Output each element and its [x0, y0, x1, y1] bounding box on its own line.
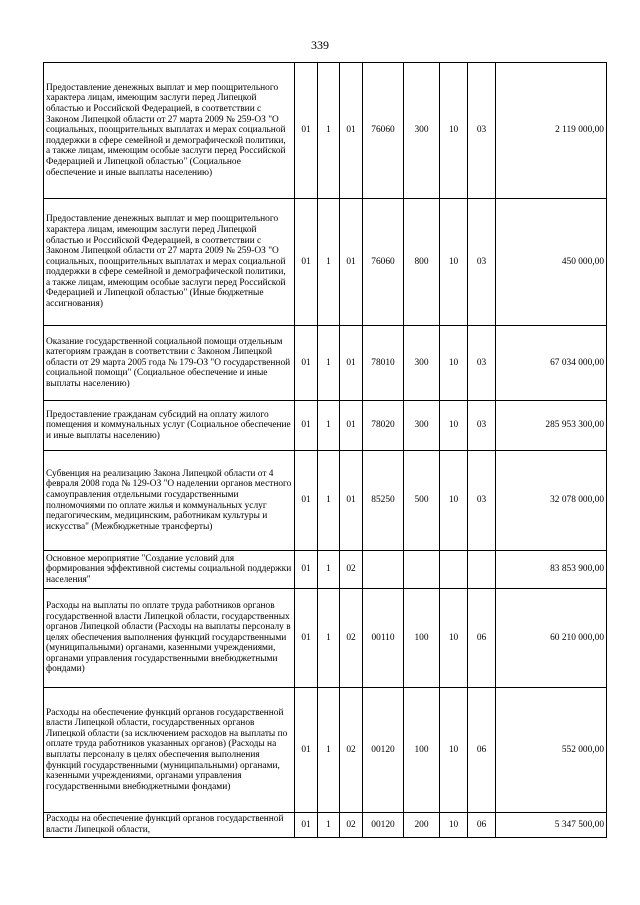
cell-main-event: 02: [340, 813, 363, 838]
cell-subsection: 03: [468, 63, 496, 199]
table-row: [44, 401, 607, 451]
cell-section: 10: [440, 589, 468, 688]
cell-section: 10: [440, 451, 468, 551]
cell-section: 10: [440, 63, 468, 199]
cell-program: 01: [295, 326, 318, 401]
table-row: [44, 688, 607, 813]
cell-direction-code: [363, 551, 404, 589]
cell-amount: 2 119 000,00: [496, 63, 607, 199]
cell-subprogram: 1: [318, 688, 340, 813]
cell-subprogram: 1: [318, 589, 340, 688]
cell-subsection: 03: [468, 199, 496, 326]
table-row: [44, 451, 607, 551]
cell-expense-type: 800: [404, 199, 440, 326]
cell-main-event: 01: [340, 451, 363, 551]
cell-subprogram: 1: [318, 199, 340, 326]
cell-section: [440, 551, 468, 589]
cell-subprogram: 1: [318, 326, 340, 401]
cell-section: 10: [440, 813, 468, 838]
cell-program: 01: [295, 589, 318, 688]
cell-direction-code: 76060: [363, 199, 404, 326]
cell-expense-type: 100: [404, 688, 440, 813]
row-description: Основное мероприятие "Создание условий для формирования эффективной системы социальной поддержки населения": [44, 551, 295, 589]
cell-direction-code: 00120: [363, 813, 404, 838]
cell-main-event: 02: [340, 551, 363, 589]
cell-amount: 60 210 000,00: [496, 589, 607, 688]
cell-main-event: 02: [340, 589, 363, 688]
cell-main-event: 02: [340, 688, 363, 813]
page-number: 339: [311, 38, 329, 52]
row-description: Расходы на обеспечение функций органов государственной власти Липецкой области,: [44, 813, 295, 838]
row-description: Расходы на обеспечение функций органов государственной власти Липецкой области, государственных органов Липецкой области (за исключением расходов на выплаты по оплате труда работников указанных органов) (Расходы на выплаты персоналу в целях обеспечения выполнения функций государственными (муниципальными) органами, казенными учреждениями, органами управления государственными внебюджетными фондами): [44, 688, 295, 813]
cell-direction-code: 78020: [363, 401, 404, 451]
table-row: [44, 199, 607, 326]
cell-main-event: 01: [340, 63, 363, 199]
cell-subprogram: 1: [318, 63, 340, 199]
row-description: Предоставление денежных выплат и мер поощрительного характера лицам, имеющим заслуги перед Липецкой областью и Российской Федерацией, в соответствии с Законом Липецкой области от 27 марта 2009 № 259-ОЗ "О социальных, поощрительных выплатах и мерах социальной поддержки в сфере семейной и демографической политики, а также лицам, имеющим особые заслуги перед Российской Федерацией и Липецкой областью" (Иные бюджетные ассигнования): [44, 199, 295, 326]
cell-subsection: 03: [468, 401, 496, 451]
cell-program: 01: [295, 401, 318, 451]
cell-expense-type: 300: [404, 63, 440, 199]
cell-subprogram: 1: [318, 451, 340, 551]
cell-expense-type: 200: [404, 813, 440, 838]
cell-subprogram: 1: [318, 813, 340, 838]
row-description: Оказание государственной социальной помощи отдельным категориям граждан в соответствии с Законом Липецкой области от 29 марта 2005 года № 179-ОЗ "О государственной социальной помощи" (Социальное обеспечение и иные выплаты населению): [44, 326, 295, 401]
cell-expense-type: 100: [404, 589, 440, 688]
cell-expense-type: [404, 551, 440, 589]
cell-amount: 552 000,00: [496, 688, 607, 813]
cell-program: 01: [295, 813, 318, 838]
row-description: Предоставление гражданам субсидий на оплату жилого помещения и коммунальных услуг (Социальное обеспечение и иные выплаты населению): [44, 401, 295, 451]
cell-subsection: 06: [468, 688, 496, 813]
cell-main-event: 01: [340, 199, 363, 326]
cell-expense-type: 300: [404, 326, 440, 401]
cell-amount: 32 078 000,00: [496, 451, 607, 551]
table-row: [44, 63, 607, 199]
cell-amount: 450 000,00: [496, 199, 607, 326]
cell-subprogram: 1: [318, 401, 340, 451]
table-body: [44, 63, 607, 838]
cell-program: 01: [295, 451, 318, 551]
cell-amount: 83 853 900,00: [496, 551, 607, 589]
budget-table: [43, 62, 607, 838]
cell-direction-code: 78010: [363, 326, 404, 401]
cell-subsection: 03: [468, 451, 496, 551]
table-row: [44, 589, 607, 688]
cell-subsection: 06: [468, 589, 496, 688]
table-row: [44, 326, 607, 401]
cell-program: 01: [295, 63, 318, 199]
cell-direction-code: 00120: [363, 688, 404, 813]
row-description: Расходы на выплаты по оплате труда работников органов государственной власти Липецкой области, государственных органов Липецкой области (Расходы на выплаты персоналу в целях обеспечения выполнения функций государственными (муниципальными) органами, казенными учреждениями, органами управления государственными внебюджетными фондами): [44, 589, 295, 688]
cell-section: 10: [440, 326, 468, 401]
cell-program: 01: [295, 551, 318, 589]
cell-subsection: [468, 551, 496, 589]
table-row: [44, 551, 607, 589]
cell-direction-code: 00110: [363, 589, 404, 688]
cell-expense-type: 300: [404, 401, 440, 451]
cell-expense-type: 500: [404, 451, 440, 551]
cell-direction-code: 85250: [363, 451, 404, 551]
cell-main-event: 01: [340, 326, 363, 401]
cell-subprogram: 1: [318, 551, 340, 589]
table-row: [44, 813, 607, 838]
cell-section: 10: [440, 401, 468, 451]
cell-program: 01: [295, 688, 318, 813]
cell-amount: 67 034 000,00: [496, 326, 607, 401]
cell-amount: 5 347 500,00: [496, 813, 607, 838]
row-description: Предоставление денежных выплат и мер поощрительного характера лицам, имеющим заслуги перед Липецкой областью и Российской Федерацией, в соответствии с Законом Липецкой области от 27 марта 2009 № 259-ОЗ "О социальных, поощрительных выплатах и мерах социальной поддержки в сфере семейной и демографической политики, а также лицам, имеющим особые заслуги перед Российской Федерацией и Липецкой областью" (Социальное обеспечение и иные выплаты населению): [44, 63, 295, 199]
row-description: Субвенция на реализацию Закона Липецкой области от 4 февраля 2008 года № 129-ОЗ "О наделении органов местного самоуправления отдельными государственными полномочиями по оплате жилья и коммунальных услуг педагогическим, медицинским, работникам культуры и искусства" (Межбюджетные трансферты): [44, 451, 295, 551]
cell-direction-code: 76060: [363, 63, 404, 199]
cell-subsection: 03: [468, 326, 496, 401]
cell-main-event: 01: [340, 401, 363, 451]
cell-subsection: 06: [468, 813, 496, 838]
cell-section: 10: [440, 199, 468, 326]
cell-amount: 285 953 300,00: [496, 401, 607, 451]
cell-program: 01: [295, 199, 318, 326]
cell-section: 10: [440, 688, 468, 813]
